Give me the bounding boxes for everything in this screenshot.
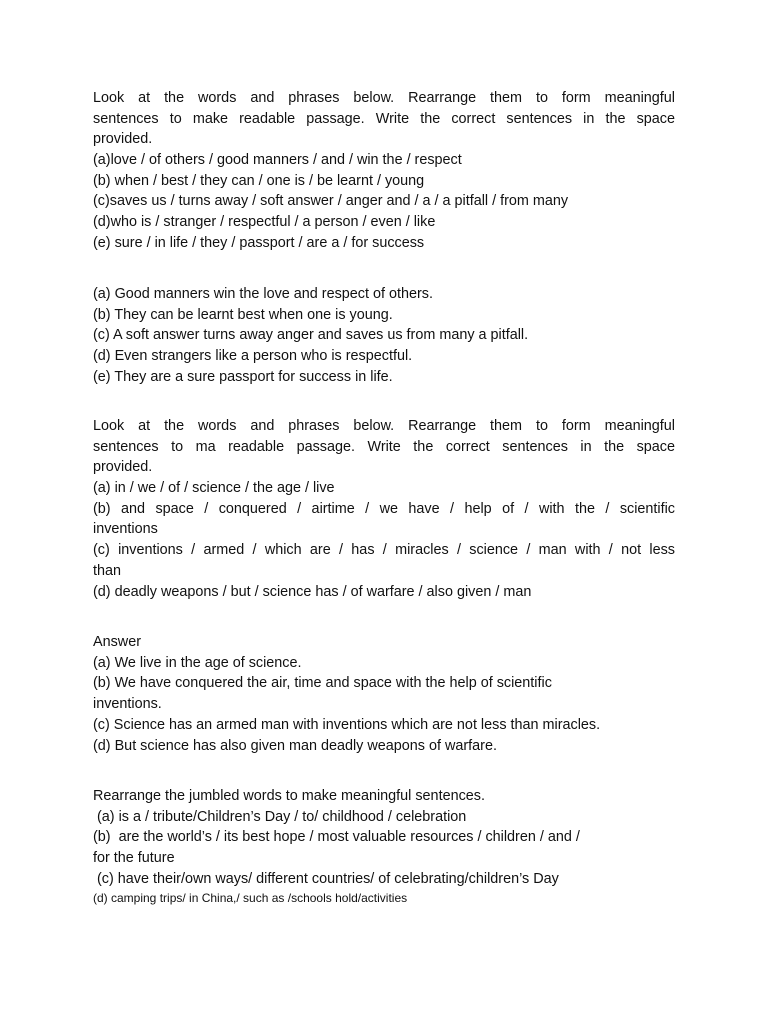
jumbled-item: (d) deadly weapons / but / science has / of warfare / also given / man [93,583,532,600]
jumbled-item: (a) in / we / of / science / the age / live [93,480,335,496]
heading-line: provided. [93,459,153,476]
jumbled-item: (c) inventions / armed / which are / has / miracles / science / man with / not less [93,542,675,559]
jumbled-item: (b) and space / conquered / airtime / we have / help of / with the / scientific [93,500,675,517]
jumbled-item: (d)who is / stranger / respectful / a person / even / like [93,214,436,231]
answer-item: (b) We have conquered the air, time and space with the help of scientific [93,675,552,692]
section2-answers [93,632,675,756]
heading-line: provided. [93,131,153,148]
section3-heading: Rearrange the jumbled words to make meaningful sentences. [93,788,485,804]
section3 [93,786,675,906]
jumbled-item-continuation: for the future [93,850,175,867]
section2-items [93,478,675,602]
heading-line: Look at the words and phrases below. Rearrange them to form meaningful [93,418,675,434]
answer-item: (a) Good manners win the love and respect of others. [93,286,433,302]
jumbled-item: (c) have their/own ways/ different countries/ of celebrating/children’s Day [93,870,559,887]
heading-line: sentences to make readable passage. Write the correct sentences in the space [93,110,675,127]
jumbled-item-continuation: inventions [93,521,158,538]
answer-item: (a) We live in the age of science. [93,654,302,671]
section1-items [93,150,675,254]
jumbled-item-continuation: than [93,562,122,579]
answer-item: (d) But science has also given man deadly weapons of warfare. [93,737,497,754]
answer-item: (c) Science has an armed man with inventions which are not less than miracles. [93,716,601,733]
heading-line: sentences to ma readable passage. Write the correct sentences in the space [93,438,675,455]
answer-item: (b) They can be learnt best when one is young. [93,306,393,323]
answer-item: (e) They are a sure passport for success in life. [93,368,393,385]
jumbled-item: (c)saves us / turns away / soft answer / anger and / a / a pitfall / from many [93,193,569,210]
section1-heading [93,88,675,150]
answer-item: (d) Even strangers like a person who is respectful. [93,348,413,365]
jumbled-item: (a)love / of others / good manners / and / win the / respect [93,152,462,168]
heading-line: Look at the words and phrases below. Rearrange them to form meaningful [93,90,675,106]
jumbled-item-small: (d) camping trips/ in China,/ such as /schools hold/activities [93,890,408,905]
jumbled-item: (e) sure / in life / they / passport / are a / for success [93,234,425,251]
section2-heading [93,416,675,478]
answer-item: (c) A soft answer turns away anger and saves us from many a pitfall. [93,327,529,344]
answer-label: Answer [93,634,141,650]
jumbled-item: (b) when / best / they can / one is / be learnt / young [93,172,425,189]
jumbled-item: (a) is a / tribute/Children’s Day / to/ childhood / celebration [93,808,467,825]
jumbled-item: (b) are the world’s / its best hope / most valuable resources / children / and / [93,829,580,846]
section1-answers [93,284,675,388]
answer-item-continuation: inventions. [93,696,162,713]
